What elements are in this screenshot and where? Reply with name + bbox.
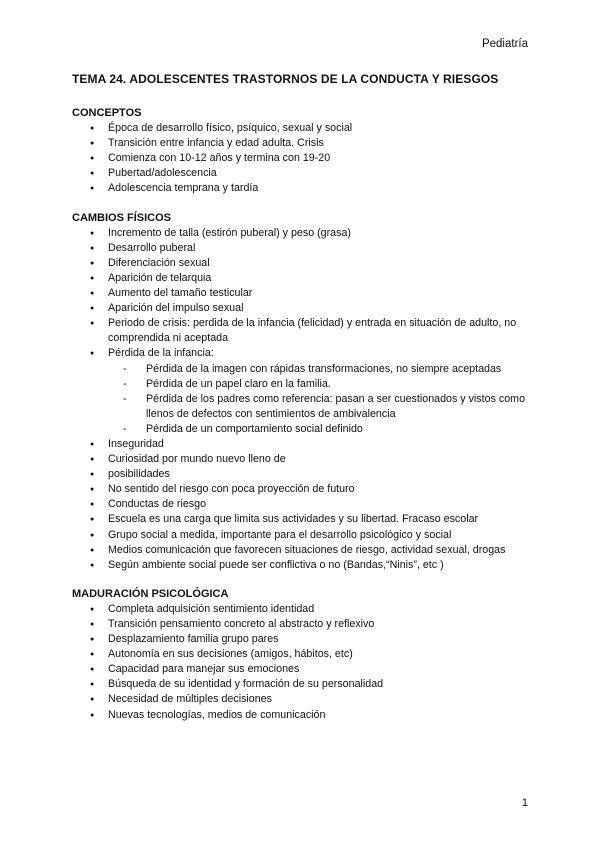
sub-list [108, 362, 532, 437]
list-item: ● Periodo de crisis: perdida de la infancia (felicidad) y entrada en situación de adulto, no comprendida ni aceptada [72, 316, 532, 346]
sub-list-item: - Pérdida de los padres como referencia: pasan a ser cuestionados y vistos como llenos de defectos con sentimientos de ambivalencia [108, 392, 532, 422]
section-title: CAMBIOS FÍSICOS [72, 211, 172, 224]
section-conceptos [72, 106, 532, 197]
list-item: ● Escuela es una carga que limita sus actividades y su libertad. Fracaso escolar [72, 512, 532, 527]
list-item: ● Transición entre infancia y edad adulta. Crisis [72, 136, 532, 151]
page-number: 1 [521, 797, 528, 809]
list-item: ● Nuevas tecnologías, medios de comunicación [72, 708, 532, 723]
list-item: ● Según ambiente social puede ser conflictiva o no (Bandas,“Ninis”, etc ) [72, 558, 532, 573]
list-item: ● No sentido del riesgo con poca proyección de futuro [72, 482, 532, 497]
sub-list-item: - Pérdida de un comportamiento social definido [108, 422, 532, 437]
list-item: ● Pubertad/adolescencia [72, 166, 532, 181]
document-content [72, 106, 532, 723]
list-item: ● Grupo social a medida, importante para el desarrollo psicológico y social [72, 528, 532, 543]
list-item: ● Aparición de telarquia [72, 271, 532, 286]
list-item: ● Inseguridad [72, 437, 532, 452]
section-title: MADURACIÓN PSICOLÓGICA [72, 587, 229, 600]
list-item: ● Curiosidad por mundo nuevo lleno de [72, 452, 532, 467]
list-item: ● Diferenciación sexual [72, 256, 532, 271]
bullet-list [72, 121, 532, 196]
list-item-label: Pérdida de la infancia: [108, 347, 214, 360]
list-item: ● Capacidad para manejar sus emociones [72, 662, 532, 677]
bullet-list [72, 226, 532, 573]
list-item: ● Desarrollo puberal [72, 241, 532, 256]
sub-list-item: - Pérdida de la imagen con rápidas transformaciones, no siempre aceptadas [108, 362, 532, 377]
list-item: ● Comienza con 10-12 años y termina con 19-20 [72, 151, 532, 166]
section-cambios-fisicos [72, 211, 532, 573]
list-item: ● Completa adquisición sentimiento identidad [72, 602, 532, 617]
list-item: ● Necesidad de múltiples decisiones [72, 692, 532, 707]
bullet-list [72, 602, 532, 723]
section-title: CONCEPTOS [72, 107, 142, 119]
list-item: ● Conductas de riesgo [72, 497, 532, 512]
list-item: ● Autonomía en sus decisiones (amigos, hábitos, etc) [72, 647, 532, 662]
header-subject: Pediatría [481, 38, 528, 50]
list-item: ● Aumento del tamaño testicular [72, 286, 532, 301]
list-item: ● Medios comunicación que favorecen situaciones de riesgo, actividad sexual, drogas [72, 543, 532, 558]
list-item-with-sublist [72, 346, 532, 437]
list-item: ● Búsqueda de su identidad y formación de su personalidad [72, 677, 532, 692]
list-item: ● Desplazamiento familia grupo pares [72, 632, 532, 647]
list-item: ● Adolescencia temprana y tardía [72, 181, 532, 196]
section-maduracion-psicologica [72, 587, 532, 723]
list-item: ● Transición pensamiento concreto al abstracto y reflexivo [72, 617, 532, 632]
list-item: ● posibilidades [72, 467, 532, 482]
sub-list-item: - Pérdida de un papel claro en la familia. [108, 377, 532, 392]
list-item: ● Incremento de talla (estirón puberal) y peso (grasa) [72, 226, 532, 241]
list-item: ● Aparición del impulso sexual [72, 301, 532, 316]
list-item: ● Época de desarrollo físico, psíquico, sexual y social [72, 121, 532, 136]
page-title: TEMA 24. ADOLESCENTES TRASTORNOS DE LA CONDUCTA Y RIESGOS [72, 72, 499, 86]
